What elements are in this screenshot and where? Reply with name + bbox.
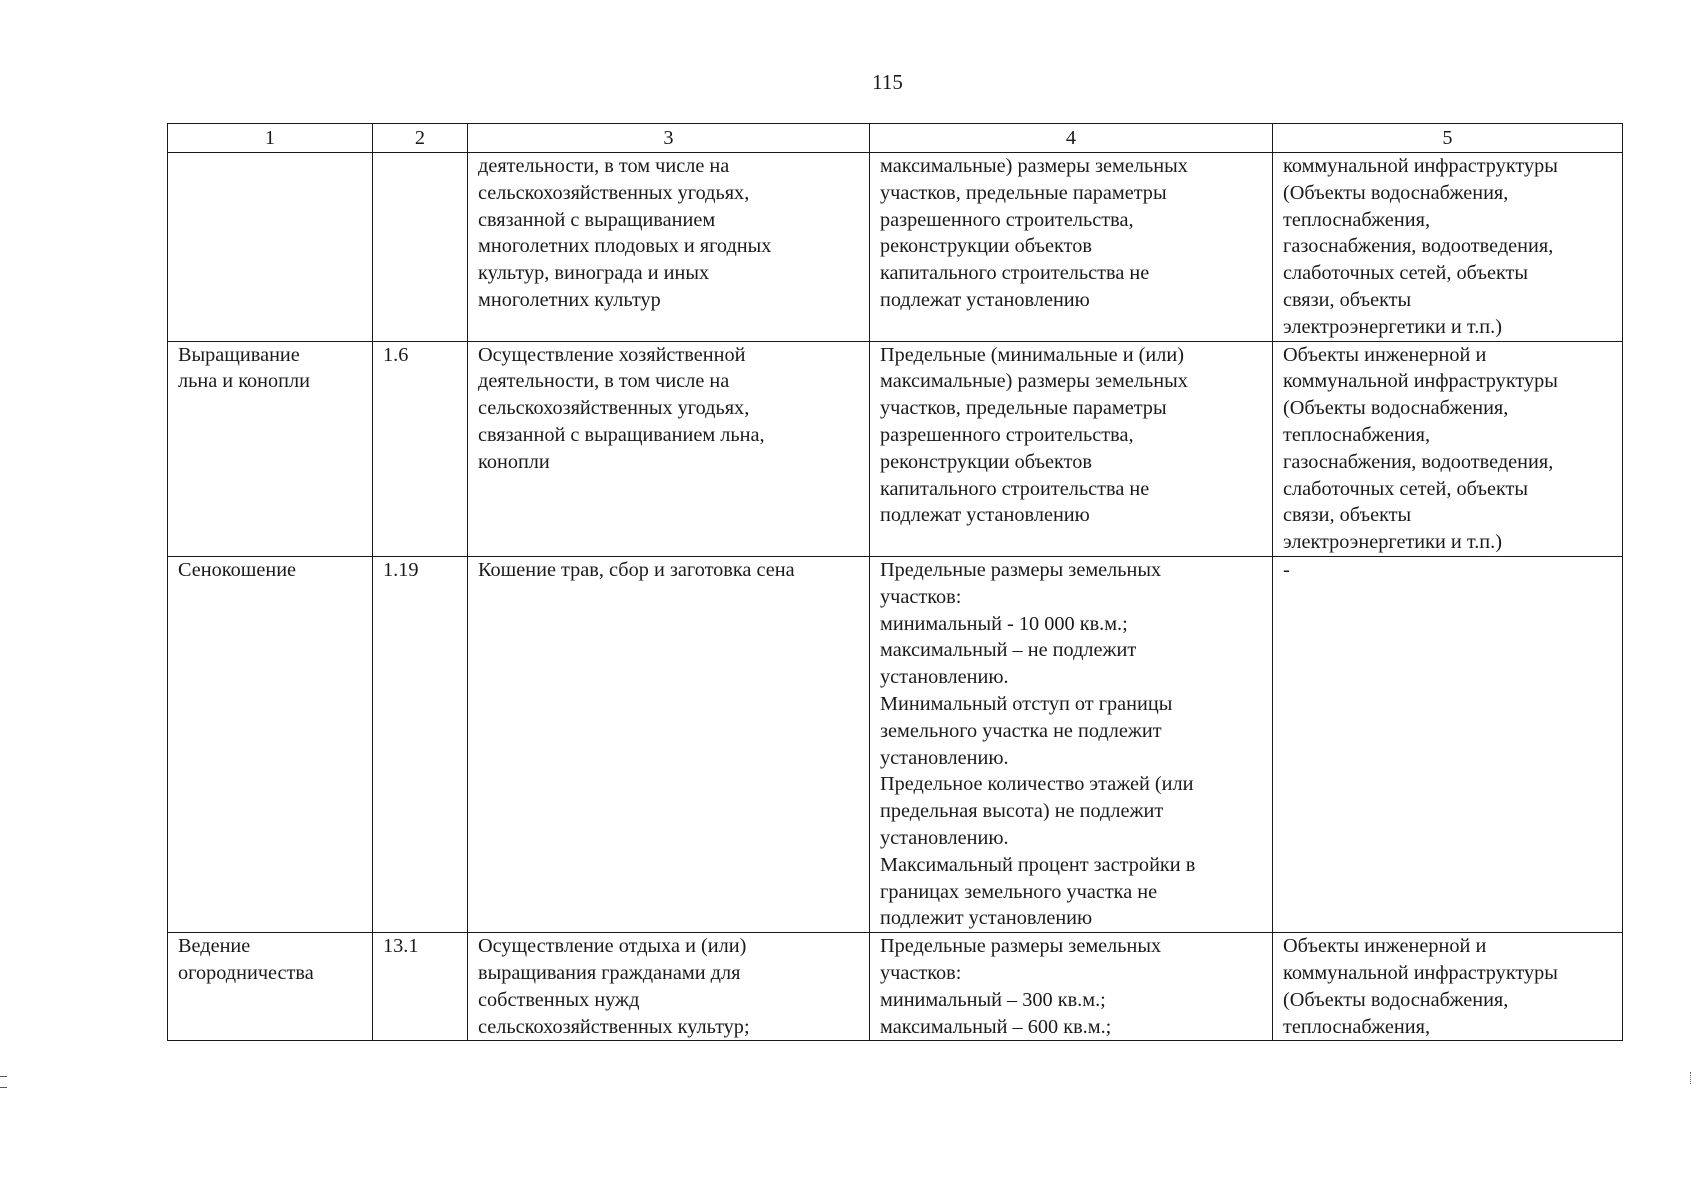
column-header-4: 4: [870, 124, 1273, 153]
land-use-table: [167, 123, 1623, 1041]
use-description: Кошение трав, сбор и заготовка сена: [468, 556, 870, 932]
auxiliary-objects-cell: коммунальной инфраструктуры (Объекты водоснабжения, теплоснабжения, газоснабжения, водоотведения, слаботочных сетей, объекты связи, объекты электроэнергетики и т.п.): [1273, 153, 1623, 342]
table-row: [168, 556, 1623, 932]
table-row: [168, 933, 1623, 1041]
use-code: 1.19: [373, 556, 468, 932]
use-code: 1.6: [373, 341, 468, 556]
use-type-name: Выращивание льна и конопли: [168, 341, 373, 556]
scan-edge-mark-right: [1690, 1072, 1696, 1084]
auxiliary-objects-cell: Объекты инженерной и коммунальной инфраструктуры (Объекты водоснабжения, теплоснабжения,: [1273, 933, 1623, 1041]
use-type-name: Сенокошение: [168, 556, 373, 932]
scan-edge-mark-left: [0, 1076, 7, 1088]
use-code: 13.1: [373, 933, 468, 1041]
column-header-2: 2: [373, 124, 468, 153]
parameters-cell: Предельные (минимальные и (или) максимальные) размеры земельных участков, предельные параметры разрешенного строительства, реконструкции объектов капитального строительства не подлежат установлению: [870, 341, 1273, 556]
table-row: [168, 153, 1623, 342]
use-description: деятельности, в том числе на сельскохозяйственных угодьях, связанной с выращиванием многолетних плодовых и ягодных культур, винограда и иных многолетних культур: [468, 153, 870, 342]
parameters-cell: Предельные размеры земельных участков: минимальный – 300 кв.м.; максимальный – 600 кв.м.;: [870, 933, 1273, 1041]
column-number-row: [168, 124, 1623, 153]
use-type-name: [168, 153, 373, 342]
column-header-5: 5: [1273, 124, 1623, 153]
column-header-3: 3: [468, 124, 870, 153]
use-code: [373, 153, 468, 342]
page-number: 115: [872, 70, 903, 94]
parameters-cell: максимальные) размеры земельных участков, предельные параметры разрешенного строительства, реконструкции объектов капитального строительства не подлежат установлению: [870, 153, 1273, 342]
table-row: [168, 341, 1623, 556]
use-type-name: Ведение огородничества: [168, 933, 373, 1041]
column-header-1: 1: [168, 124, 373, 153]
use-description: Осуществление хозяйственной деятельности, в том числе на сельскохозяйственных угодьях, связанной с выращиванием льна, конопли: [468, 341, 870, 556]
use-description: Осуществление отдыха и (или) выращивания гражданами для собственных нужд сельскохозяйственных культур;: [468, 933, 870, 1041]
auxiliary-objects-cell: Объекты инженерной и коммунальной инфраструктуры (Объекты водоснабжения, теплоснабжения, газоснабжения, водоотведения, слаботочных сетей, объекты связи, объекты электроэнергетики и т.п.): [1273, 341, 1623, 556]
parameters-cell: Предельные размеры земельных участков: минимальный - 10 000 кв.м.; максимальный – не подлежит установлению. Минимальный отступ от границы земельного участка не подлежит установлению. Предельное количество этажей (или предельная высота) не подлежит установлению. Максимальный процент застройки в границах земельного участка не подлежит установлению: [870, 556, 1273, 932]
auxiliary-objects-cell: -: [1273, 556, 1623, 932]
